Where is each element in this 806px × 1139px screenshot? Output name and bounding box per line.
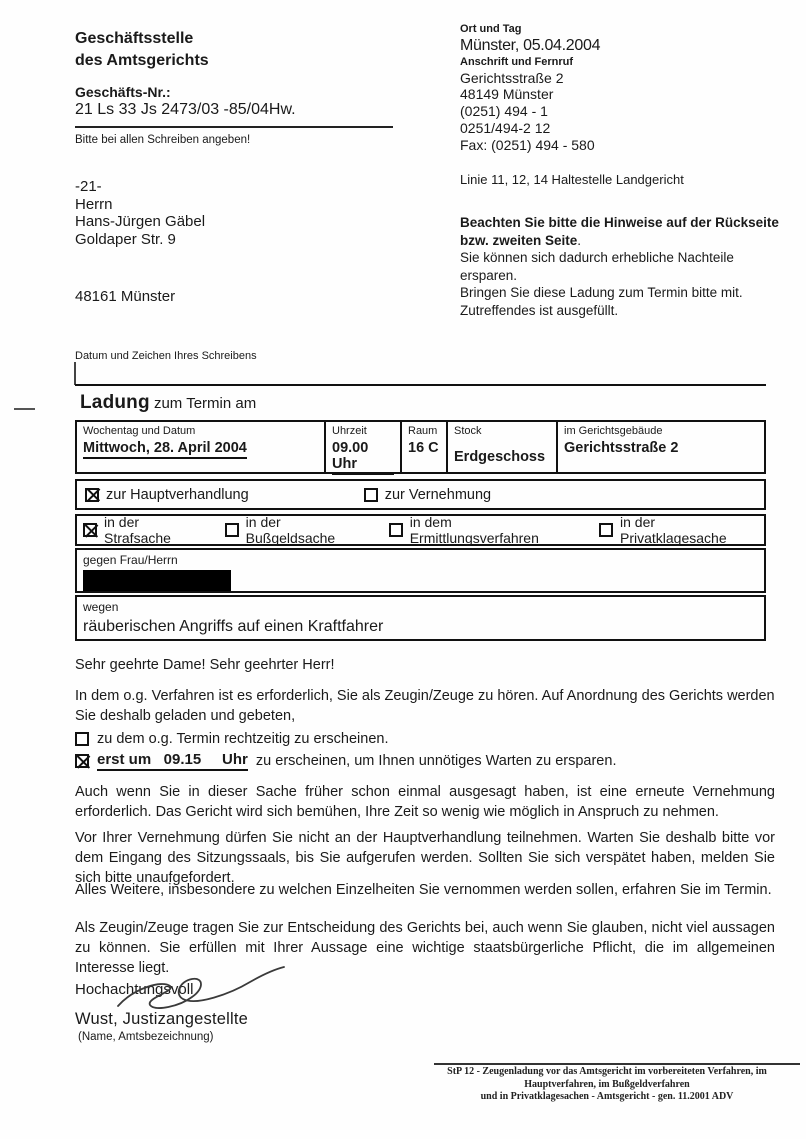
notice-line4: Zutreffendes ist ausgefüllt. — [460, 302, 619, 318]
office-line1: Geschäftsstelle — [75, 30, 194, 47]
appointment-table — [75, 420, 766, 474]
letter-paragraph-2: Auch wenn Sie in dieser Sache früher schon einmal ausgesagt haben, ist eine erneute Vernehmung erforderlich. Das Gericht wird sich bemühen, Ihre Zeit so wenig wie möglich in Anspruch zu nehmen. — [75, 784, 775, 820]
privatklagesache-label: in der Privatklagesache — [620, 514, 727, 546]
privatklagesache-checkbox — [599, 523, 613, 537]
hauptverhandlung-label: zur Hauptverhandlung — [106, 486, 249, 503]
appointment-date-value: Mittwoch, 28. April 2004 — [83, 440, 247, 459]
letter-paragraph-5: Als Zeugin/Zeuge tragen Sie zur Entscheidung des Gerichts bei, auch wenn Sie glauben, nicht viel aussagen zu können. Sie erfüllen mit Ihrer Aussage eine wichtige staatsbürgerliche Pflicht, die im allgemeinen Interesse liegt. — [75, 920, 775, 976]
ermittlungsverfahren-checkbox — [389, 523, 403, 537]
address-phone-label: Anschrift und Fernruf — [460, 56, 574, 69]
appointment-date-cell — [77, 422, 324, 472]
appointment-building-cell — [556, 422, 764, 472]
letter-paragraph-3: Vor Ihrer Vernehmung dürfen Sie nicht an der Hauptverhandlung teilnehmen. Warten Sie deshalb bitte vor dem Eingang des Sitzungssaals, bis Sie aufgerufen werden. Sollten Sie sich verspätet haben, melden Sie sich bitte unaufgefordert. — [75, 830, 775, 886]
later-time-label: zu erscheinen, um Ihnen unnötiges Warten zu ersparen. — [255, 753, 617, 769]
bussgeldsache-checkbox — [225, 523, 239, 537]
summons-heading — [80, 392, 256, 414]
hauptverhandlung-checkbox — [85, 488, 99, 502]
signer-title-note: (Name, Amtsbezeichnung) — [78, 1031, 214, 1043]
letter-paragraph-4: Alles Weitere, insbesondere zu welchen Einzelheiten Sie vernommen werden sollen, erfahren Sie im Termin. — [75, 882, 772, 898]
strafsache-label: in der Strafsache — [104, 514, 171, 546]
purpose-checkbox-row — [75, 479, 766, 510]
recipient-address — [75, 178, 205, 248]
appointment-time-cell — [324, 422, 400, 472]
letter-paragraph-1: In dem o.g. Verfahren ist es erforderlich, Sie als Zeugin/Zeuge zu hören. Auf Anordnung des Gerichts werden Sie deshalb geladen und gebeten, — [75, 688, 775, 724]
always-cite-note: Bitte bei allen Schreiben angeben! — [75, 134, 251, 146]
court-street: Gerichtsstraße 2 — [460, 69, 564, 86]
footer-rule — [434, 1063, 800, 1065]
case-number-label: Geschäfts-Nr.: — [75, 84, 171, 100]
vernehmung-label: zur Vernehmung — [384, 486, 492, 503]
charge-box — [75, 595, 766, 641]
section-divider-rule — [75, 384, 766, 386]
reference-field-label: Datum und Zeichen Ihres Schreibens — [75, 350, 257, 362]
strafsache-checkbox — [83, 523, 97, 537]
form-identifier — [412, 1066, 802, 1104]
arrival-option-2 — [75, 751, 616, 771]
signer-name: Wust, Justizangestellte — [75, 1010, 249, 1028]
court-city: 48149 Münster — [460, 86, 554, 103]
notice-period: . — [577, 232, 582, 248]
arrival-option-1 — [75, 731, 389, 747]
notice-bold: Beachten Sie bitte die Hinweise auf der Rückseite bzw. zweiten Seite — [460, 215, 779, 248]
ermittlungsverfahren-label: in dem Ermittlungsverfahren — [409, 514, 539, 546]
redacted-defendant-name — [83, 570, 231, 591]
court-contact-block — [460, 22, 790, 154]
later-time-value: erst um 09.15 Uhr — [97, 751, 248, 771]
notice-line2: Sie können sich dadurch erhebliche Nachteile ersparen. — [460, 250, 734, 283]
office-line2: des Amtsgerichts — [75, 51, 209, 69]
later-time-checkbox — [75, 754, 89, 768]
summons-title-suffix: zum Termin am — [149, 395, 257, 412]
on-time-label: zu dem o.g. Termin rechtzeitig zu erscheinen. — [97, 731, 389, 747]
case-number-rule — [75, 126, 393, 128]
room-column-label: Raum — [408, 425, 438, 437]
recipient-name: Hans-Jürgen Gäbel — [75, 213, 206, 231]
court-fax: Fax: (0251) 494 - 580 — [460, 136, 595, 153]
reference-field-tick — [74, 362, 76, 385]
building-column-label: im Gerichtsgebäude — [564, 425, 663, 437]
notice-block — [460, 214, 782, 319]
recipient-city: 48161 Münster — [75, 288, 176, 305]
form-identifier-line2: und in Privatklagesachen - Amtsgericht - gen. 11.2001 ADV — [480, 1091, 734, 1102]
place-date-label: Ort und Tag — [460, 23, 522, 35]
recipient-street: Goldaper Str. 9 — [75, 230, 176, 248]
form-identifier-line1: StP 12 - Zeugenladung vor das Amtsgericht im vorbereiteten Verfahren, im Hauptverfahren, im Bußgeldverfahren — [447, 1066, 767, 1090]
appointment-room-value: 16 C — [408, 440, 439, 456]
vernehmung-checkbox — [364, 488, 378, 502]
closing-farewell: Hochachtungsvoll — [75, 981, 194, 998]
letter-salutation: Sehr geehrte Dame! Sehr geehrter Herr! — [75, 657, 335, 673]
charge-label: wegen — [83, 600, 119, 614]
issuing-office — [75, 28, 209, 71]
place-date-value: Münster, 05.04.2004 — [460, 37, 601, 55]
court-phone2: 0251/494-2 12 — [460, 119, 551, 136]
transit-directions: Linie 11, 12, 14 Haltestelle Landgericht — [460, 172, 684, 187]
court-phone1: (0251) 494 - 1 — [460, 103, 548, 120]
notice-line3: Bringen Sie diese Ladung zum Termin bitte mit. — [460, 285, 743, 301]
defendant-box — [75, 548, 766, 593]
appointment-floor-cell — [446, 422, 556, 472]
charge-value: räuberischen Angriffs auf einen Kraftfahrer — [83, 618, 384, 635]
on-time-checkbox — [75, 732, 89, 746]
against-label: gegen Frau/Herrn — [83, 553, 178, 567]
appointment-room-cell — [400, 422, 446, 472]
time-column-label: Uhrzeit — [332, 425, 367, 437]
recipient-dept: -21- — [75, 178, 102, 195]
recipient-salutation: Herrn — [75, 195, 113, 213]
case-number-value: 21 Ls 33 Js 2473/03 -85/04Hw. — [75, 101, 296, 118]
appointment-time-value: 09.00 Uhr — [332, 440, 394, 475]
appointment-floor-value: Erdgeschoss — [454, 449, 546, 465]
date-column-label: Wochentag und Datum — [83, 425, 196, 437]
case-type-checkbox-row — [75, 514, 766, 546]
margin-fold-mark — [14, 408, 35, 410]
bussgeldsache-label: in der Bußgeldsache — [245, 514, 336, 546]
appointment-building-value: Gerichtsstraße 2 — [564, 440, 679, 456]
summons-title: Ladung — [80, 392, 150, 413]
floor-column-label: Stock — [454, 425, 482, 437]
